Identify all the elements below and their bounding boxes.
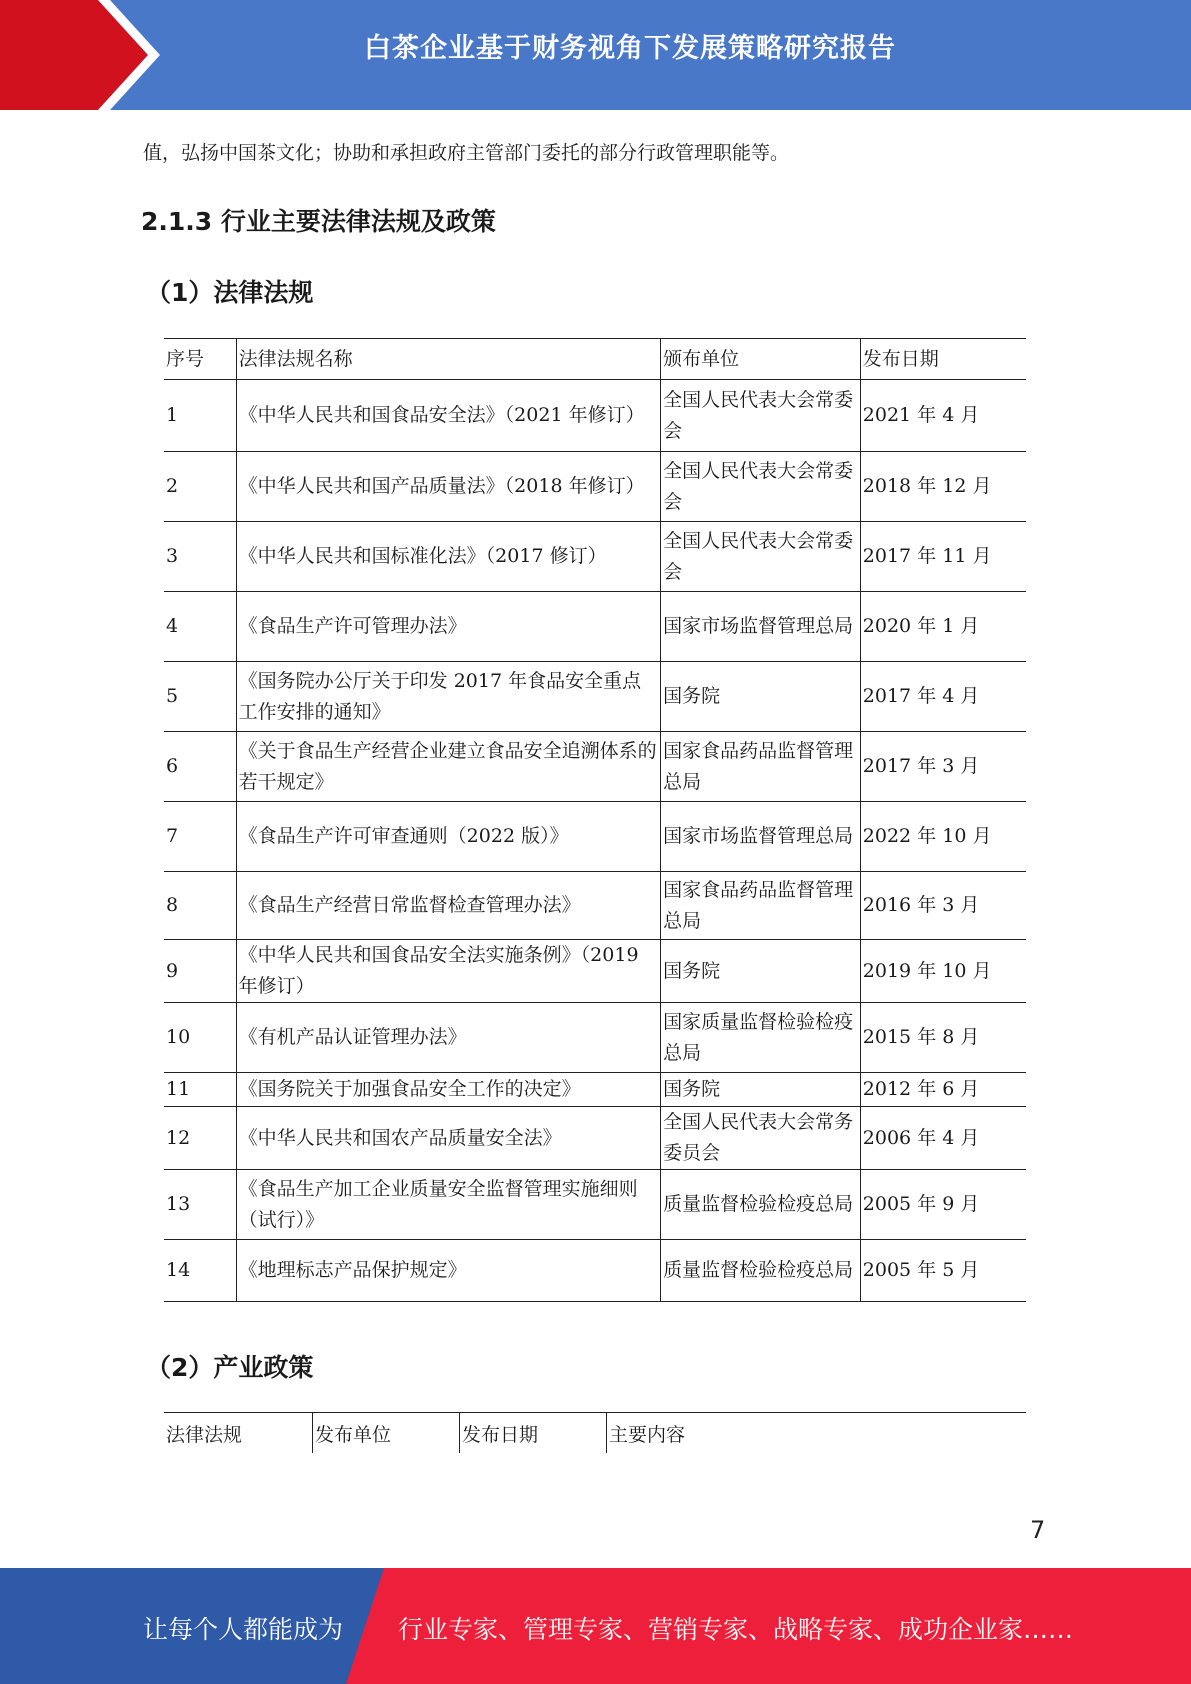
law-table xyxy=(164,338,1026,1302)
cell-index: 10 xyxy=(164,1003,236,1073)
table-row xyxy=(164,452,1026,522)
cell-law-name: 《中华人民共和国食品安全法实施条例》（2019 年修订） xyxy=(236,940,660,1003)
cell-law-name: 《国务院办公厅关于印发 2017 年食品安全重点工作安排的通知》 xyxy=(236,662,660,732)
column-header-issuer: 颁布单位 xyxy=(661,339,861,380)
cell-law-name: 《关于食品生产经营企业建立食品安全追溯体系的若干规定》 xyxy=(236,732,660,802)
cell-index: 6 xyxy=(164,732,236,802)
table-row xyxy=(164,802,1026,872)
table-row xyxy=(164,380,1026,452)
cell-law-name: 《中华人民共和国食品安全法》（2021 年修订） xyxy=(236,380,660,452)
cell-law-name: 《有机产品认证管理办法》 xyxy=(236,1003,660,1073)
cell-issuer: 质量监督检验检疫总局 xyxy=(661,1240,861,1302)
cell-index: 4 xyxy=(164,592,236,662)
cell-date: 2017 年 3 月 xyxy=(860,732,1026,802)
table-row xyxy=(164,732,1026,802)
cell-issuer: 全国人民代表大会常委会 xyxy=(661,380,861,452)
cell-index: 11 xyxy=(164,1073,236,1107)
cell-issuer: 国务院 xyxy=(661,940,861,1003)
column-header-content: 主要内容 xyxy=(609,1423,686,1446)
footer-slogan-left: 让每个人都能成为 xyxy=(143,1615,344,1644)
column-header-date: 发布日期 xyxy=(860,339,1026,380)
table-row xyxy=(164,592,1026,662)
cell-issuer: 国务院 xyxy=(661,662,861,732)
intro-paragraph: 值，弘扬中国茶文化；协助和承担政府主管部门委托的部分行政管理职能等。 xyxy=(143,142,790,164)
cell-law-name: 《食品生产加工企业质量安全监督管理实施细则（试行）》 xyxy=(236,1170,660,1240)
cell-index: 5 xyxy=(164,662,236,732)
policy-table xyxy=(164,1412,1026,1453)
cell-date: 2018 年 12 月 xyxy=(860,452,1026,522)
cell-issuer: 国家食品药品监督管理总局 xyxy=(661,872,861,940)
cell-issuer: 全国人民代表大会常委会 xyxy=(661,522,861,592)
cell-issuer: 国家市场监督管理总局 xyxy=(661,802,861,872)
subsection-heading-policies: （2）产业政策 xyxy=(146,1353,314,1382)
cell-date: 2006 年 4 月 xyxy=(860,1107,1026,1170)
cell-law-name: 《食品生产许可审查通则（2022 版）》 xyxy=(236,802,660,872)
table-header-row xyxy=(164,1413,1026,1454)
section-heading: 2.1.3 行业主要法律法规及政策 xyxy=(141,207,496,236)
cell-date: 2015 年 8 月 xyxy=(860,1003,1026,1073)
cell-issuer: 全国人民代表大会常委会 xyxy=(661,452,861,522)
cell-law-name: 《中华人民共和国农产品质量安全法》 xyxy=(236,1107,660,1170)
column-header-name: 法律法规名称 xyxy=(236,339,660,380)
cell-date: 2017 年 11 月 xyxy=(860,522,1026,592)
cell-date: 2005 年 5 月 xyxy=(860,1240,1026,1302)
cell-law-name: 《食品生产许可管理办法》 xyxy=(236,592,660,662)
table-row xyxy=(164,1003,1026,1073)
column-header-date: 发布日期 xyxy=(460,1413,607,1454)
cell-law-name: 《地理标志产品保护规定》 xyxy=(236,1240,660,1302)
cell-issuer: 国家市场监督管理总局 xyxy=(661,592,861,662)
cell-issuer: 国家质量监督检验检疫总局 xyxy=(661,1003,861,1073)
table-row xyxy=(164,1170,1026,1240)
cell-date: 2017 年 4 月 xyxy=(860,662,1026,732)
header-title: 白茶企业基于财务视角下发展策略研究报告 xyxy=(364,33,896,64)
page-number: 7 xyxy=(1030,1516,1046,1544)
cell-issuer: 国务院 xyxy=(661,1073,861,1107)
footer-slogan-right: 行业专家、管理专家、营销专家、战略专家、成功企业家…… xyxy=(398,1615,1074,1644)
table-row xyxy=(164,872,1026,940)
cell-index: 3 xyxy=(164,522,236,592)
cell-issuer: 质量监督检验检疫总局 xyxy=(661,1170,861,1240)
cell-date: 2021 年 4 月 xyxy=(860,380,1026,452)
cell-date: 2022 年 10 月 xyxy=(860,802,1026,872)
cell-law-name: 《中华人民共和国产品质量法》（2018 年修订） xyxy=(236,452,660,522)
cell-index: 14 xyxy=(164,1240,236,1302)
cell-index: 8 xyxy=(164,872,236,940)
table-row xyxy=(164,1073,1026,1107)
cell-date: 2005 年 9 月 xyxy=(860,1170,1026,1240)
table-row xyxy=(164,940,1026,1003)
table-row xyxy=(164,1240,1026,1302)
column-header-index: 序号 xyxy=(164,339,236,380)
cell-index: 12 xyxy=(164,1107,236,1170)
cell-issuer: 国家食品药品监督管理总局 xyxy=(661,732,861,802)
cell-law-name: 《中华人民共和国标准化法》（2017 修订） xyxy=(236,522,660,592)
cell-date: 2016 年 3 月 xyxy=(860,872,1026,940)
cell-date: 2012 年 6 月 xyxy=(860,1073,1026,1107)
cell-date: 2020 年 1 月 xyxy=(860,592,1026,662)
table-row xyxy=(164,662,1026,732)
column-header-issuer: 发布单位 xyxy=(313,1413,460,1454)
cell-law-name: 《国务院关于加强食品安全工作的决定》 xyxy=(236,1073,660,1107)
cell-index: 9 xyxy=(164,940,236,1003)
table-header-row xyxy=(164,339,1026,380)
column-header-law: 法律法规 xyxy=(164,1413,313,1454)
cell-index: 13 xyxy=(164,1170,236,1240)
cell-index: 1 xyxy=(164,380,236,452)
cell-index: 2 xyxy=(164,452,236,522)
cell-law-name: 《食品生产经营日常监督检查管理办法》 xyxy=(236,872,660,940)
cell-issuer: 全国人民代表大会常务委员会 xyxy=(661,1107,861,1170)
table-row xyxy=(164,1107,1026,1170)
cell-date: 2019 年 10 月 xyxy=(860,940,1026,1003)
cell-index: 7 xyxy=(164,802,236,872)
subsection-heading-laws: （1）法律法规 xyxy=(146,278,314,307)
table-row xyxy=(164,522,1026,592)
